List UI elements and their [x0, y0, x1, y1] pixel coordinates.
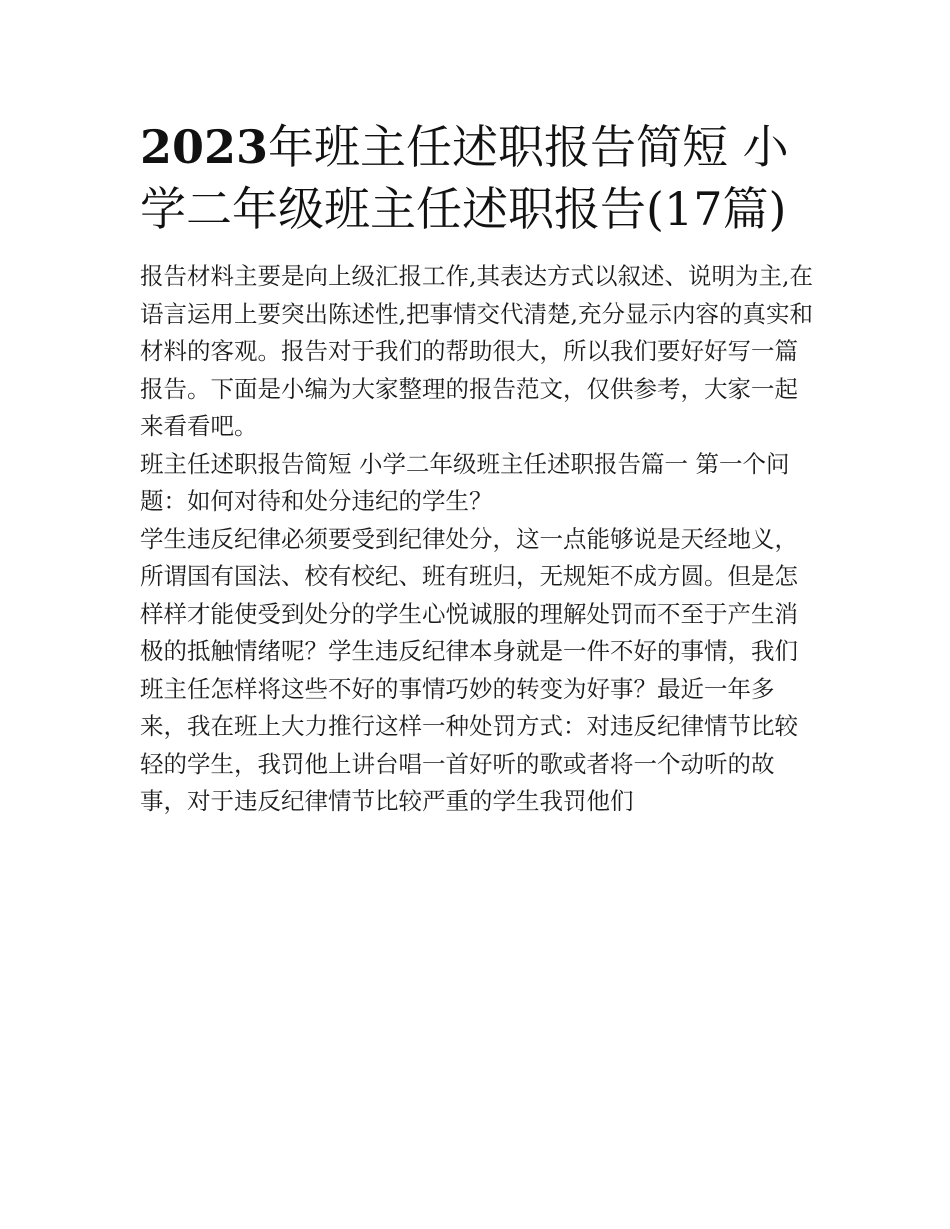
document-title: 2023年班主任述职报告简短 小学二年级班主任述职报告(17篇): [140, 120, 789, 236]
paragraph-intro: 报告材料主要是向上级汇报工作,其表达方式以叙述、说明为主,在语言运用上要突出陈述性,把事情交代清楚,充分显示内容的真实和材料的客观。报告对于我们的帮助很大，所以我们要好好写一篇报告。下面是小编为大家整理的报告范文，仅供参考，大家一起来看看吧。: [140, 262, 813, 440]
paragraph-discipline: 学生违反纪律必须要受到纪律处分，这一点能够说是天经地义，所谓国有国法、校有校纪、班有班归，无规矩不成方圆。但是怎样样才能使受到处分的学生心悦诚服的理解处罚而不至于产生消极的抵触情绪呢？学生违反纪律本身就是一件不好的事情，我们班主任怎样将这些不好的事情巧妙的转变为好事？最近一年多来，我在班上大力推行这样一种处罚方式：对违反纪律情节比较轻的学生，我罚他上讲台唱一首好听的歌或者将一个动听的故事，对于违反纪律情节比较严重的学生我罚他们: [140, 524, 798, 815]
document-content: [140, 116, 815, 821]
paragraph-section-heading: 班主任述职报告简短 小学二年级班主任述职报告篇一 第一个问题：如何对待和处分违纪的学生？: [140, 449, 790, 515]
